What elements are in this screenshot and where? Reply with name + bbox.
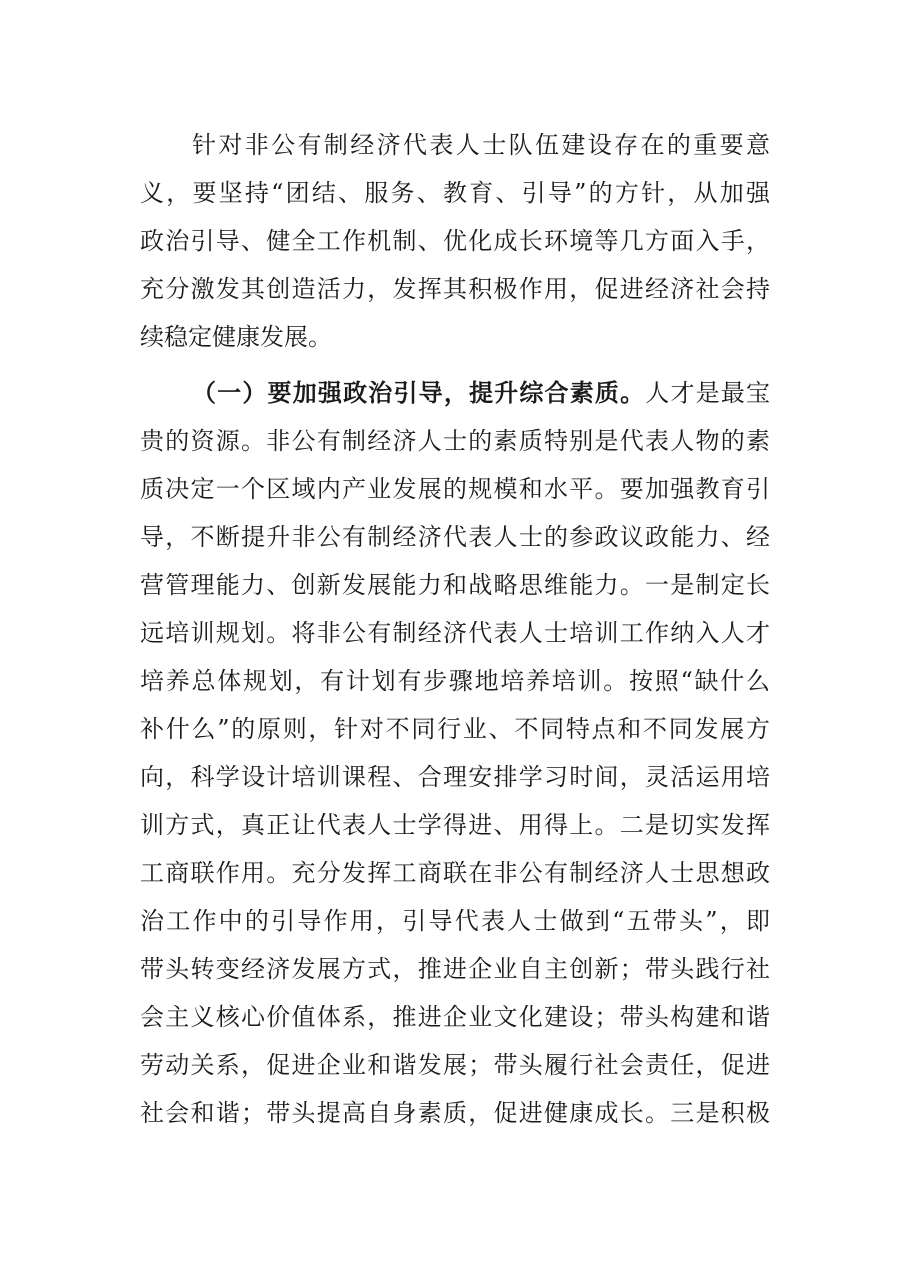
text-line: 工商联作用。充分发挥工商联在非公有制经济人士思想政 [140,859,770,887]
text-line: 补什么”的原则，针对不同行业、不同特点和不同发展方 [140,715,770,743]
text-line: 社会和谐；带头提高自身素质，促进健康成长。三是积极 [140,1099,770,1127]
section-heading: （一）要加强政治引导，提升综合素质。 [192,378,646,407]
text-line: 治工作中的引导作用，引导代表人士做到“五带头”，即 [140,907,770,935]
paragraph-political-guidance [140,369,770,1137]
text-line: 营管理能力、创新发展能力和战略思维能力。一是制定长 [140,571,770,599]
text-line: 充分激发其创造活力，发挥其积极作用，促进经济社会持 [140,275,770,303]
text-line: 带头转变经济发展方式，推进企业自主创新；带头践行社 [140,955,770,983]
text-line: 劳动关系，促进企业和谐发展；带头履行社会责任，促进 [140,1051,770,1079]
text-line: 义，要坚持“团结、服务、教育、引导”的方针，从加强 [140,179,770,207]
text-line-with-heading [140,369,770,417]
text-line: 针对非公有制经济代表人士队伍建设存在的重要意 [192,131,770,159]
text-line: 政治引导、健全工作机制、优化成长环境等几方面入手， [140,227,770,255]
text-line: 导，不断提升非公有制经济代表人士的参政议政能力、经 [140,523,770,551]
paragraph-intro [140,121,770,361]
text-line: 质决定一个区域内产业发展的规模和水平。要加强教育引 [140,475,770,503]
text-line: 贵的资源。非公有制经济人士的素质特别是代表人物的素 [140,427,770,455]
text-line: 远培训规划。将非公有制经济代表人士培训工作纳入人才 [140,619,770,647]
text-line: 会主义核心价值体系，推进企业文化建设；带头构建和谐 [140,1003,770,1031]
text-line: 训方式，真正让代表人士学得进、用得上。二是切实发挥 [140,811,770,839]
text-line: 向，科学设计培训课程、合理安排学习时间，灵活运用培 [140,763,770,791]
text-line: 续稳定健康发展。 [140,323,332,351]
text-line: 培养总体规划，有计划有步骤地培养培训。按照“缺什么 [140,667,770,695]
heading-line-rest: 人才是最宝 [645,379,771,407]
